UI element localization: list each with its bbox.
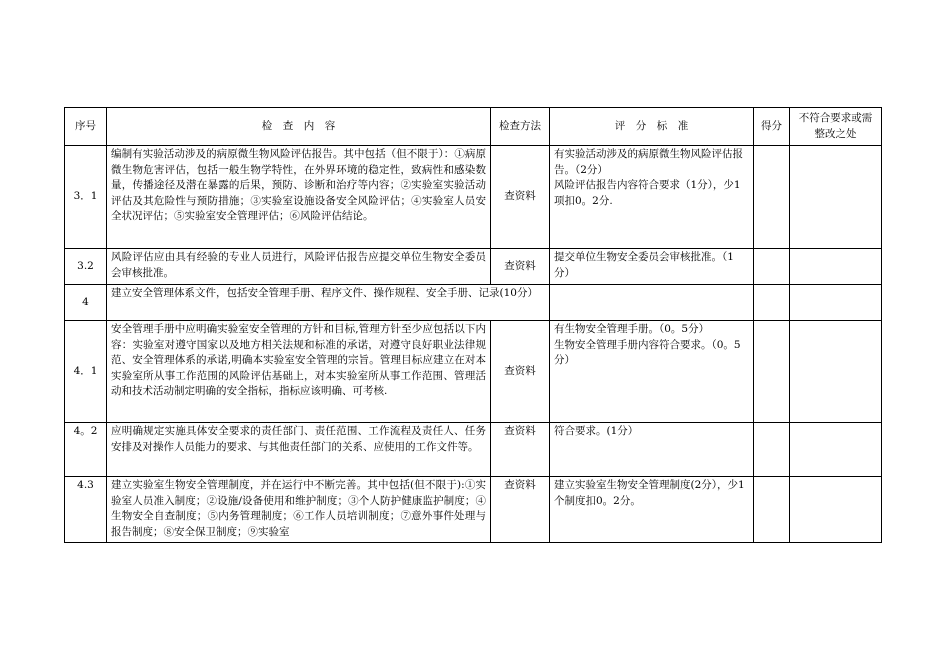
nonconform-cell (790, 321, 882, 423)
row-method: 查资料 (491, 146, 550, 249)
row-method: 查资料 (491, 249, 550, 285)
row-content: 风险评估应由具有经验的专业人员进行，风险评估报告应提交单位生物安全委员会审核批准。 (107, 249, 491, 285)
inspection-table (64, 107, 882, 543)
table-row (65, 477, 882, 543)
row-method: 查资料 (491, 321, 550, 423)
score-cell (754, 477, 790, 543)
section-number: 4 (65, 285, 107, 321)
row-content: 建立实验室生物安全管理制度，并在运行中不断完善。其中包括(但不限于):①实验室人员准入制度；②设施/设备使用和维护制度；③个人防护健康监护制度；④生物安全自查制度；⑤内务管理制度；⑥工作人员培训制度；⑦意外事件处理与报告制度；⑧安全保卫制度；⑨实验室 (107, 477, 491, 543)
table-row (65, 146, 882, 249)
nonconform-cell (790, 477, 882, 543)
standard-line: 提交单位生物安全委员会审核批准。（1分） (554, 251, 734, 279)
standard-line: 生物安全管理手册内容符合要求。（0。5分） (554, 338, 741, 367)
row-number: 4。2 (65, 423, 107, 477)
row-number: 4.3 (65, 477, 107, 543)
row-method: 查资料 (491, 423, 550, 477)
nonconform-cell (790, 285, 882, 321)
header-standard: 评 分 标 准 (550, 108, 754, 146)
row-number: 3.2 (65, 249, 107, 285)
header-content: 检 查 内 容 (107, 108, 491, 146)
score-cell (754, 423, 790, 477)
standard-line: 有实验活动涉及的病原微生物风险评估报告。（2分） (554, 148, 743, 176)
header-score: 得分 (754, 108, 790, 146)
header-nonconform: 不符合要求或需整改之处 (790, 108, 882, 146)
row-method: 查资料 (491, 477, 550, 543)
nonconform-cell (790, 249, 882, 285)
score-cell (754, 285, 790, 321)
section-title: 建立安全管理体系文件，包括安全管理手册、程序文件、操作规程、安全手册、记录(10分） (107, 285, 550, 321)
standard-line: 有生物安全管理手册。（0。5分） (554, 323, 710, 335)
standard-line: 风险评估报告内容符合要求（1分），少1项扣0。2分. (554, 179, 741, 207)
standard-line: 建立实验室生物安全管理制度(2分），少1个制度扣0。2分。 (554, 479, 745, 507)
standard-line: 符合要求。(1分） (554, 425, 639, 437)
row-standard (550, 423, 754, 477)
row-number: 4．1 (65, 321, 107, 423)
row-standard (550, 146, 754, 249)
row-content: 安全管理手册中应明确实验室安全管理的方针和目标,管理方针至少应包括以下内容：实验室对遵守国家以及地方相关法规和标准的承诺，对遵守良好职业法律规范、安全管理体系的承诺,明确本实验室安全管理的宗旨。管理目标应建立在对本实验室所从事工作范围的风险评估基础上，对本实验室所从事工作范围、管理活动和技术活动制定明确的安全指标，指标应该明确、可考核. (107, 321, 491, 423)
row-content: 应明确规定实施具体安全要求的责任部门、责任范围、工作流程及责任人、任务安排及对操作人员能力的要求、与其他责任部门的关系、应使用的工作文件等。 (107, 423, 491, 477)
table-row (65, 249, 882, 285)
section-row (65, 285, 882, 321)
score-cell (754, 249, 790, 285)
score-cell (754, 321, 790, 423)
nonconform-cell (790, 423, 882, 477)
table-row (65, 321, 882, 423)
row-standard (550, 321, 754, 423)
header-row (65, 108, 882, 146)
row-standard (550, 477, 754, 543)
header-method: 检查方法 (491, 108, 550, 146)
row-content: 编制有实验活动涉及的病原微生物风险评估报告。其中包括（但不限于）：①病原微生物危害评估，包括一般生物学特性，在外界环境的稳定性，致病性和感染数量，传播途径及潜在暴露的后果，预防、诊断和治疗等内容；②实验室实验活动评估及其危险性与预防措施；③实验室设施设备安全风险评估；④实验室人员安全状况评估；⑤实验室安全管理评估；⑥风险评估结论。 (107, 146, 491, 249)
table-row (65, 423, 882, 477)
score-cell (754, 146, 790, 249)
row-standard (550, 249, 754, 285)
row-standard (550, 285, 754, 321)
nonconform-cell (790, 146, 882, 249)
row-number: 3．1 (65, 146, 107, 249)
header-no: 序号 (65, 108, 107, 146)
